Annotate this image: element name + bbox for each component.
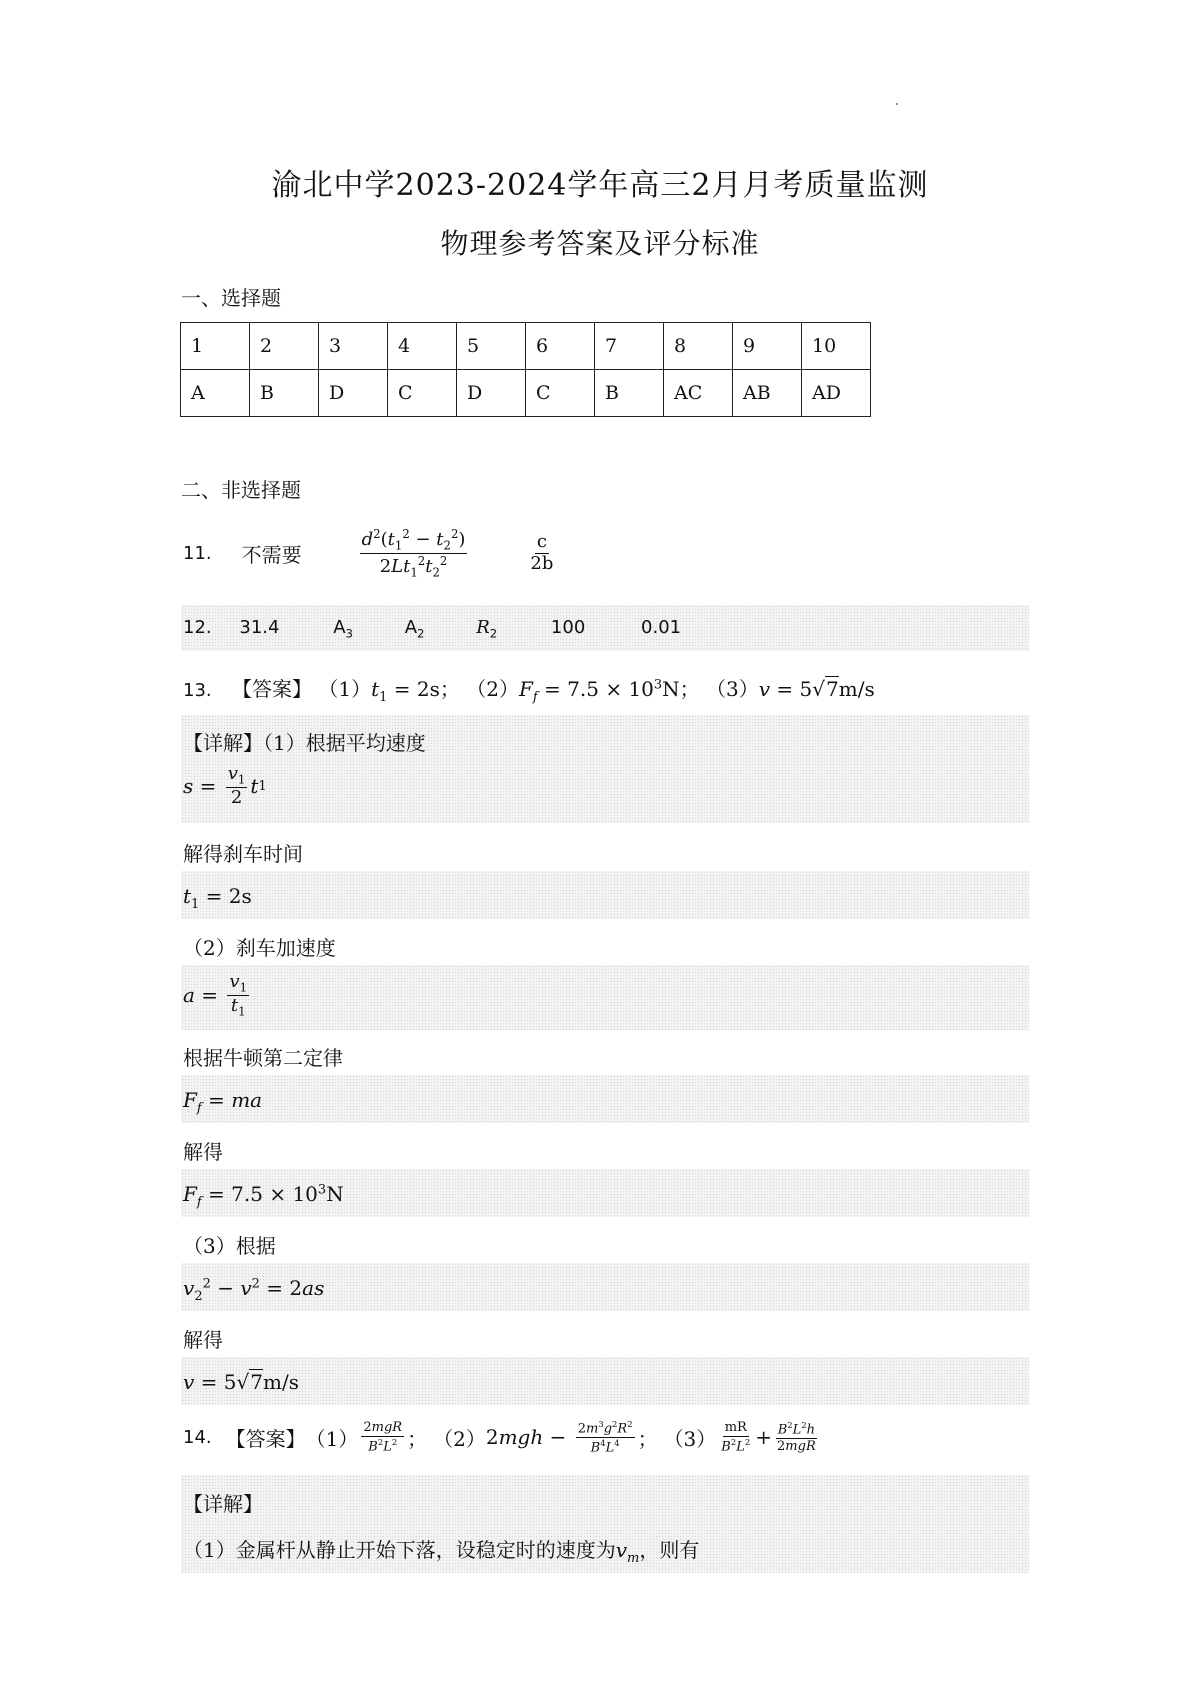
page-title: 渝北中学2023-2024学年高三2月月考质量监测 (271, 168, 929, 203)
table-cell: 5 (457, 323, 526, 370)
table-cell: B (595, 370, 664, 417)
q13-detail-text: （1）根据平均速度 (263, 731, 426, 755)
q13-newton-text: 根据牛顿第二定律 (183, 1046, 343, 1070)
q13-detail-tag: 【详解】 (183, 731, 263, 755)
q12-value-2: $A_3$ (333, 617, 353, 641)
q14-answer-line: 14. 【答案】 （1） $\frac{\text{2mgR}}{B^2L^2}$ ； （2） 2 mgh − $\frac{2m^3g^2R^2}{B^4L^4}$ ； （3） $\frac{mR}{B^2L^2}$ + $\frac{B^2L^2h}{\text{2mgR}}$ (183, 1419, 816, 1456)
table-cell: D (319, 370, 388, 417)
q13-solve-2: 解得 (183, 1328, 223, 1352)
q14-part1-label: （1） (305, 1426, 359, 1451)
table-cell: 2 (250, 323, 319, 370)
q13-part3-text: （3）根据 (183, 1234, 276, 1258)
q14-answer-tag: 【答案】 (225, 1426, 306, 1451)
q11-line (183, 528, 558, 579)
page-subtitle: 物理参考答案及评分标准 (440, 227, 760, 260)
table-cell: 9 (733, 323, 802, 370)
table-cell: C (526, 370, 595, 417)
table-cell: AD (802, 370, 871, 417)
q13-eq-ff-value: $F_f = 7.5 \times 10^3N$ (183, 1182, 344, 1210)
q12-number: 12. (183, 617, 212, 638)
q12-value-6: 0.01 (641, 617, 682, 638)
q13-eq-v-result: v = 5√7m/s (183, 1370, 299, 1394)
answer-table (180, 322, 871, 417)
q12-value-1: 31.4 (239, 617, 280, 638)
q11-formula: $\frac{d^2(t_1^2 - t_2^2)}{2Lt_1^2t_2^2}$ (361, 527, 466, 580)
q14-detail-line: （1）金属杆从静止开始下落，设稳定时的速度为$v_m$，则有 (183, 1538, 700, 1566)
table-cell: A (181, 370, 250, 417)
speck-mark (896, 103, 898, 105)
table-cell: C (388, 370, 457, 417)
q14-number: 14. (183, 1426, 212, 1448)
q13-solve-1: 解得 (183, 1140, 223, 1164)
section-heading-nonchoice: 二、非选择题 (181, 478, 301, 502)
q14-part2-label: （2） (433, 1426, 486, 1451)
q13-solve-time: 解得刹车时间 (183, 842, 303, 866)
q14-part3-label: （3） (663, 1426, 717, 1451)
q13-eq-v: $v_2^2 - v^2 = 2as$ (183, 1276, 325, 1304)
q12-value-5: 100 (550, 617, 586, 638)
shaded-band (181, 1075, 1029, 1123)
q13-part2-label: （2） (466, 677, 519, 701)
table-cell: B (250, 370, 319, 417)
q13-part2-text: （2）刹车加速度 (183, 936, 336, 960)
q11-fraction-c-2b: $\frac{c}{2b}$ (530, 530, 554, 574)
shaded-band (181, 965, 1029, 1030)
q13-part3-label: （3） (706, 677, 759, 701)
section-heading-choice: 一、选择题 (181, 286, 281, 310)
q13-detail-heading (183, 727, 426, 756)
table-cell: D (457, 370, 526, 417)
q13-answer-line: 13. 【答案】 $(1)t_1 = 2s$； $(2)F_f = 7.5 \times 10^3N$； （3）v = 5√7m/s (183, 677, 875, 705)
q14-detail-tag: 【详解】 (183, 1492, 263, 1516)
q13-number: 13. (183, 680, 212, 701)
q13-answer-tag: 【答案】 (232, 677, 312, 701)
q13-eq-s: s = $\frac{v_1}{2}$ t 1 (183, 763, 267, 808)
table-cell: AB (733, 370, 802, 417)
q11-number: 11. (183, 542, 212, 564)
table-row-numbers (181, 323, 871, 370)
q13-eq-ff-ma: $F_f$ = ma (183, 1088, 263, 1116)
q14-detail-text-end: ，则有 (639, 1538, 700, 1562)
table-cell: 10 (802, 323, 871, 370)
q13-eq-t1: $t_1 = 2s$ (183, 884, 252, 912)
table-cell: 1 (181, 323, 250, 370)
table-cell: 8 (664, 323, 733, 370)
table-row-answers (181, 370, 871, 417)
shaded-band (181, 871, 1029, 919)
q11-answer-1: 不需要 (241, 542, 302, 567)
table-cell: 6 (526, 323, 595, 370)
table-cell: AC (664, 370, 733, 417)
q12-value-4: $R_2$ (476, 617, 498, 641)
q13-part1-label: （1） (318, 677, 372, 701)
q12-value-3: $A_2$ (404, 617, 425, 641)
shaded-band (181, 1357, 1029, 1405)
q13-eq-a: a = $\frac{v_1}{t_1}$ (183, 971, 248, 1019)
q14-detail-text: （1）金属杆从静止开始下落，设稳定时的速度为 (183, 1538, 616, 1562)
q12-line (183, 617, 681, 641)
table-cell: 4 (388, 323, 457, 370)
table-cell: 3 (319, 323, 388, 370)
table-cell: 7 (595, 323, 664, 370)
